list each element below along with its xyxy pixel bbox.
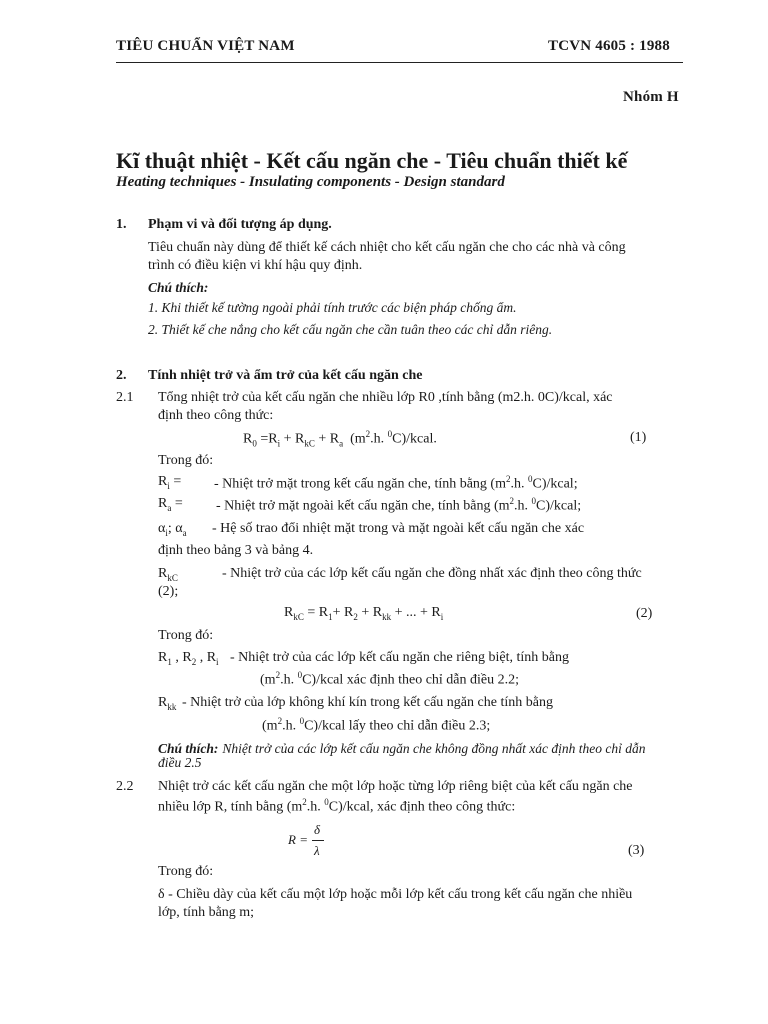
clause-2-2-line2: nhiều lớp R, tính bằng ($m^2.h$. $^0$C)/kcal, xác định theo công thức: — [158, 797, 516, 815]
section-2-heading: Tính nhiệt trở và ẩm trở của kết cấu ngăn che — [148, 368, 423, 383]
equation-3 — [288, 822, 348, 862]
rkc-definition-line2: (2); — [158, 584, 179, 599]
equation-2: $R_{kC} = R_1+ R_2 + R_{kk}$ + ... + $R_i$ — [284, 605, 444, 622]
rkk-unit: ($m^2.h$. $^0$C)/kcal lấy theo chỉ dẫn điều 2.3; — [262, 716, 491, 734]
group-label: Nhóm H — [623, 89, 679, 105]
section-1-para-line2: trình có điều kiện vi khí hậu quy định. — [148, 258, 363, 273]
rkk-definition: - Nhiệt trở của lớp không khí kín trong kết cấu ngăn che tính bằng — [182, 695, 553, 710]
ra-definition: - Nhiệt trở mặt ngoài kết cấu ngăn che, tính bằng ($m^2.h$. $^0$C)/kcal; — [216, 496, 582, 514]
header-standard-code: TCVN 4605 : 1988 — [548, 38, 670, 54]
equation-3-lhs: R = — [288, 832, 308, 847]
symbol-rkc: $R_{kC}$ — [158, 566, 178, 583]
symbol-r1-r2-ri: $R_1$ , $R_2$ , $R_i$ — [158, 650, 219, 667]
clause-2-2-line1: Nhiệt trở các kết cấu ngăn che một lớp hoặc từng lớp riêng biệt của kết cấu ngăn che — [158, 779, 633, 794]
section-2-number: 2. — [116, 368, 127, 383]
symbol-alpha: $\alpha_i$; $\alpha_a$ — [158, 521, 187, 538]
clause-2-1-number: 2.1 — [116, 390, 134, 405]
where-label-1: Trong đó: — [158, 453, 214, 468]
rkc-definition: - Nhiệt trở của các lớp kết cấu ngăn che đồng nhất xác định theo công thức — [222, 566, 642, 581]
clause-2-2-number: 2.2 — [116, 779, 134, 794]
symbol-ri: $R_i$ = — [158, 474, 182, 491]
layers-definition: - Nhiệt trở của các lớp kết cấu ngăn che riêng biệt, tính bằng — [230, 650, 570, 665]
delta-definition-line2: lớp, tính bằng m; — [158, 905, 255, 920]
equation-3-number: (3) — [628, 843, 645, 858]
where-label-2: Trong đó: — [158, 628, 214, 643]
section-1-note-1: 1. Khi thiết kế tường ngoài phải tính trước các biện pháp chống ẩm. — [148, 300, 517, 315]
page-subtitle: Heating techniques - Insulating components - Design standard — [116, 174, 505, 190]
equation-1-number: (1) — [630, 430, 647, 445]
equation-2-number: (2) — [636, 606, 653, 621]
section-1-note-2: 2. Thiết kế che nắng cho kết cấu ngăn che cần tuân theo các chỉ dẫn riêng. — [148, 322, 553, 337]
equation-3-numerator: δ — [314, 822, 321, 837]
alpha-definition: - Hệ số trao đổi nhiệt mặt trong và mặt ngoài kết cấu ngăn che xác — [212, 521, 585, 536]
equation-3-denominator: λ — [314, 843, 320, 858]
symbol-rkk: $R_{kk}$ — [158, 695, 177, 712]
section-1-heading: Phạm vi và đối tượng áp dụng. — [148, 217, 332, 232]
section-1-para-line1: Tiêu chuẩn này dùng để thiết kế cách nhiệt cho kết cấu ngăn che cho các nhà và công — [148, 240, 626, 255]
clause-2-1-note — [158, 740, 645, 758]
equation-1: $R_0 =R_i + R_{kC} + R_a$ ($m^2.h$. $^0$C)/kcal. — [243, 429, 437, 449]
note-text: Nhiệt trở của các lớp kết cấu ngăn che không đồng nhất xác định theo chỉ dẫn — [222, 741, 646, 756]
alpha-definition-line2: định theo bảng 3 và bảng 4. — [158, 543, 314, 558]
symbol-ra: $R_a$ = — [158, 496, 183, 513]
section-1-note-label: Chú thích: — [148, 280, 209, 295]
clause-2-1-note-line2: điều 2.5 — [158, 755, 202, 770]
fraction-bar — [312, 840, 324, 841]
clause-2-1-line2: định theo công thức: — [158, 408, 274, 423]
header-standard-name: TIÊU CHUẨN VIỆT NAM — [116, 38, 295, 54]
clause-2-1-line1: Tổng nhiệt trở của kết cấu ngăn che nhiều lớp R0 ,tính bằng (m2.h. 0C)/kcal, xác — [158, 390, 613, 405]
layers-unit: ($m^2.h$. $^0$C)/kcal xác định theo chỉ dẫn điều 2.2; — [260, 670, 520, 688]
section-1-number: 1. — [116, 217, 127, 232]
where-label-3: Trong đó: — [158, 864, 214, 879]
ri-definition: - Nhiệt trở mặt trong kết cấu ngăn che, tính bằng ($m^2.h$. $^0$C)/kcal; — [214, 474, 578, 492]
page-title: Kĩ thuật nhiệt - Kết cấu ngăn che - Tiêu chuẩn thiết kế — [116, 148, 628, 173]
header-rule — [116, 62, 683, 63]
note-label: Chú thích: — [158, 741, 219, 756]
delta-definition: δ - Chiều dày của kết cấu một lớp hoặc mỗi lớp kết cấu trong kết cấu ngăn che nhiều — [158, 887, 633, 902]
